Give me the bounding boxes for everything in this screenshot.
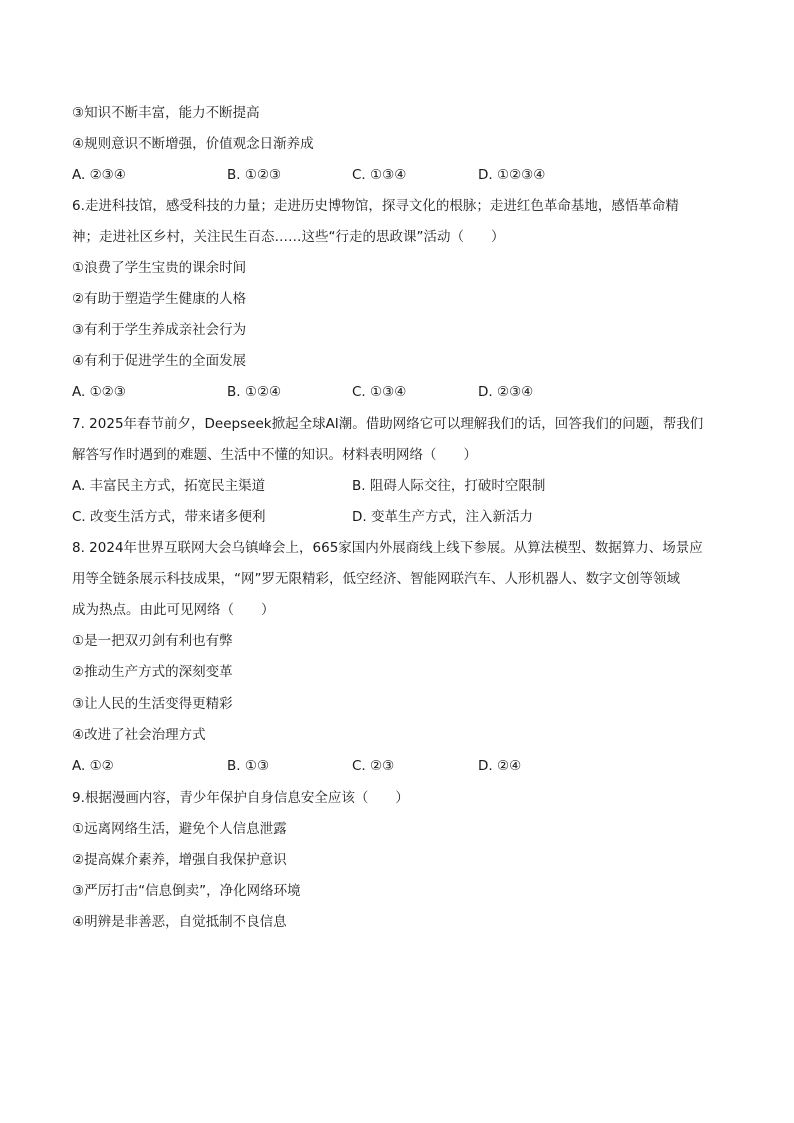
q9-stem-line-1: 9.根据漫画内容，青少年保护自身信息安全应该（ ） — [72, 790, 409, 806]
q5-item-4: ④规则意识不断增强，价值观念日渐养成 — [72, 136, 314, 152]
q8-item-1: ①是一把双刃剑有利也有弊 — [72, 633, 233, 649]
q7-stem-line-2: 解答写作时遇到的难题、生活中不懂的知识。材料表明网络（ ） — [72, 447, 477, 463]
q6-option-d[interactable]: D. ②③④ — [478, 384, 534, 400]
q6-stem-line-2: 神；走进社区乡村，关注民生百态……这些“行走的思政课”活动（ ） — [72, 229, 505, 245]
q6-item-2: ②有助于塑造学生健康的人格 — [72, 291, 247, 307]
q8-option-d[interactable]: D. ②④ — [478, 758, 522, 774]
q8-stem-line-3: 成为热点。由此可见网络（ ） — [72, 602, 275, 618]
q6-option-b[interactable]: B. ①②④ — [227, 384, 282, 400]
q8-stem-line-2: 用等全链条展示科技成果，“网”罗无限精彩，低空经济、智能网联汽车、人形机器人、数字文创等领域 — [72, 571, 680, 587]
q8-item-2: ②推动生产方式的深刻变革 — [72, 664, 233, 680]
q8-option-a[interactable]: A. ①② — [72, 758, 114, 774]
q6-item-1: ①浪费了学生宝贵的课余时间 — [72, 260, 247, 276]
q8-option-c[interactable]: C. ②③ — [352, 758, 395, 774]
q7-stem-line-1: 7. 2025年春节前夕，Deepseek掀起全球AI潮。借助网络它可以理解我们的话，回答我们的问题，帮我们 — [72, 416, 704, 432]
q6-stem-line-1: 6.走进科技馆，感受科技的力量；走进历史博物馆，探寻文化的根脉；走进红色革命基地，感悟革命精 — [72, 198, 679, 214]
q6-option-c[interactable]: C. ①③④ — [352, 384, 407, 400]
q7-option-b[interactable]: B. 阻碍人际交往，打破时空限制 — [352, 478, 546, 494]
q8-option-b[interactable]: B. ①③ — [227, 758, 270, 774]
q6-option-a[interactable]: A. ①②③ — [72, 384, 126, 400]
q7-option-a[interactable]: A. 丰富民主方式，拓宽民主渠道 — [72, 478, 266, 494]
q9-item-4: ④明辨是非善恶，自觉抵制不良信息 — [72, 914, 287, 930]
q7-option-c[interactable]: C. 改变生活方式，带来诸多便利 — [72, 509, 266, 525]
q6-item-3: ③有利于学生养成亲社会行为 — [72, 322, 247, 338]
q8-stem-line-1: 8. 2024年世界互联网大会乌镇峰会上，665家国内外展商线上线下参展。从算法模型、数据算力、场景应 — [72, 540, 703, 556]
q9-item-1: ①远离网络生活，避免个人信息泄露 — [72, 821, 287, 837]
q5-option-a[interactable]: A. ②③④ — [72, 167, 126, 183]
q8-item-4: ④改进了社会治理方式 — [72, 727, 206, 743]
q5-option-d[interactable]: D. ①②③④ — [478, 167, 546, 183]
q5-option-c[interactable]: C. ①③④ — [352, 167, 407, 183]
q7-option-d[interactable]: D. 变革生产方式，注入新活力 — [352, 509, 533, 525]
q6-item-4: ④有利于促进学生的全面发展 — [72, 353, 247, 369]
q5-option-b[interactable]: B. ①②③ — [227, 167, 282, 183]
q9-item-3: ③严厉打击“信息倒卖”，净化网络环境 — [72, 883, 301, 899]
q9-item-2: ②提高媒介素养，增强自我保护意识 — [72, 852, 287, 868]
q8-item-3: ③让人民的生活变得更精彩 — [72, 696, 233, 712]
q5-item-3: ③知识不断丰富，能力不断提高 — [72, 105, 260, 121]
